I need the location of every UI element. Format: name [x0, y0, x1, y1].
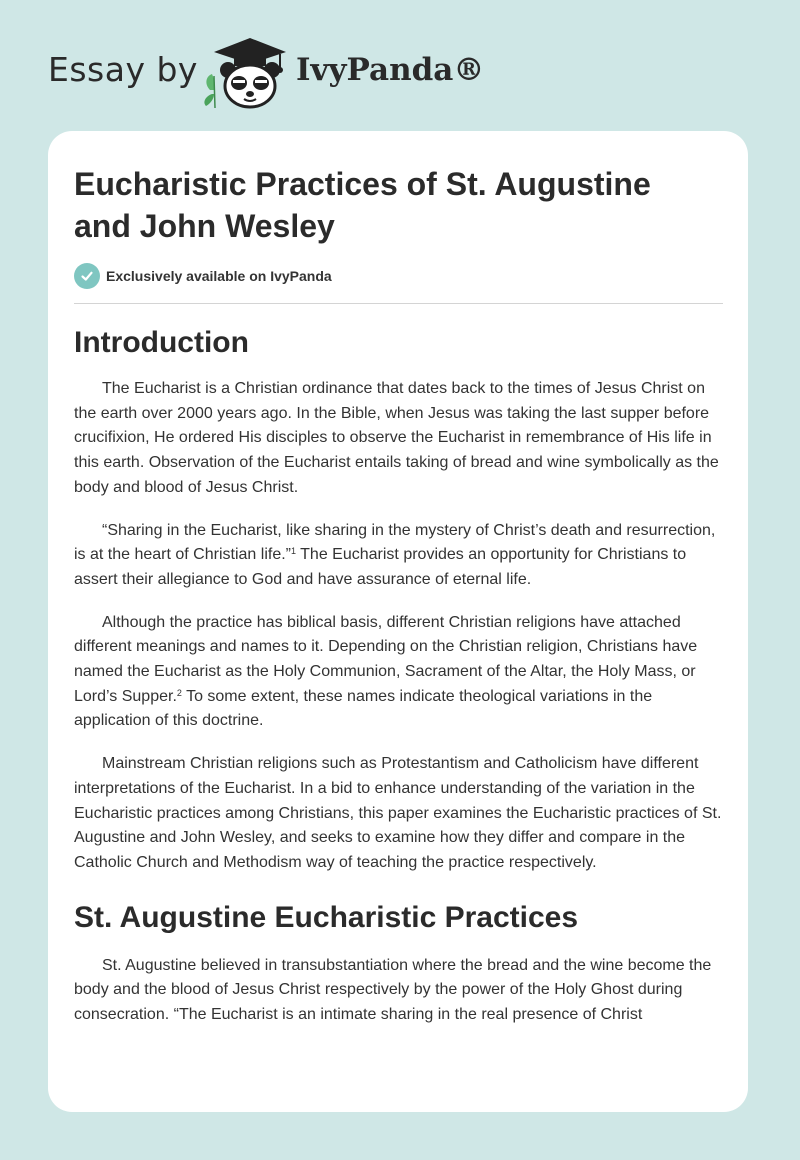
brand-name: IvyPanda® — [296, 52, 485, 88]
section-heading-introduction: Introduction — [74, 326, 249, 359]
paragraph: Mainstream Christian religions such as Protestantism and Catholicism have different interpretations of the Eucharist. In a bid to enhance understanding of the variation in the Eucharistic practices among Christians, this paper examines the Eucharistic practices of St. Augustine and John Wesley, and seeks to examine how they differ and compare in the Catholic Church and Methodism way of teaching the practice respectively. — [74, 755, 722, 871]
brand-header — [48, 28, 508, 108]
paragraph: The Eucharist is a Christian ordinance that dates back to the times of Jesus Christ on the earth over 2000 years ago. In the Bible, when Jesus was taking the last supper before crucifixion, He ordered His disciples to observe the Eucharist in remembrance of His life in this earth. Observation of the Eucharist entails taking of bread and wine symbolically as the body and blood of Jesus Christ. — [74, 380, 719, 496]
panda-logo-icon — [200, 32, 292, 110]
exclusive-badge — [74, 263, 332, 289]
paragraph: St. Augustine believed in transubstantiation where the bread and the wine become the body and the blood of Jesus Christ respectively by the power of the Holy Ghost during consecration. “The Eucharist is an intimate sharing in the real presence of Christ — [74, 956, 712, 1024]
divider — [74, 303, 723, 304]
brand-prefix: Essay by — [48, 50, 198, 89]
paragraph — [74, 611, 724, 735]
footnote-ref[interactable]: 1 — [290, 546, 296, 557]
check-icon — [74, 263, 100, 289]
paragraph-text: To some extent, these names indicate theological variations in the application of this doctrine. — [74, 687, 653, 730]
essay-card — [48, 131, 748, 1112]
footnote-ref[interactable]: 2 — [176, 687, 182, 698]
paragraph-text: “Sharing in the Eucharist, like sharing in the mystery of Christ’s death and resurrection, is at the heart of Christian life.” — [74, 521, 716, 564]
ivy-leaf-icon — [204, 74, 215, 108]
essay-content — [74, 321, 724, 1046]
paragraph-text: The Eucharist provides an opportunity for Christians to assert their allegiance to God and have assurance of eternal life. — [74, 546, 687, 588]
section-heading-st-augustine: St. Augustine Eucharistic Practices — [74, 900, 579, 934]
exclusive-label: Exclusively available on IvyPanda — [106, 268, 332, 284]
page-title: Eucharistic Practices of St. Augustine and John Wesley — [74, 166, 651, 244]
paragraph-text: Although the practice has biblical basis, different Christian religions have attached different meanings and names to it. Depending on the Christian religion, Christians have named the Eucharist as the Holy Communion, Sacrament of the Altar, the Holy Mass, or Lord’s Supper. — [74, 613, 698, 705]
paragraph — [74, 519, 724, 593]
